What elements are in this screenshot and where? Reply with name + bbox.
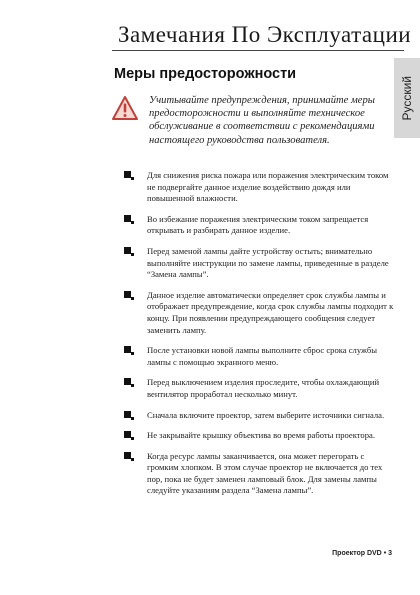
list-item-text: Для снижения риска пожара или поражения электрическим током не подвергайте данное изделие воздействию дождя или повышенной влажности. [147,170,389,204]
page-number: 3 [388,550,392,557]
warning-text: Учитывайте предупреждения, принимайте меры предосторожности и выполняйте техническое обслуживание в соответствии с рекомендациями настоящего руководства пользователя. [149,95,375,146]
bullet-square-icon [124,247,131,254]
bullet-square-icon [124,215,131,222]
footer-label: Проектор DVD [332,550,382,557]
list-item [124,410,394,422]
list-item [124,246,394,281]
bullet-square-icon [124,171,131,178]
page-header-title: Замечания По Эксплуатации [118,22,412,47]
language-tab-label: Русский [400,75,414,121]
header-divider [112,50,404,51]
section-title: Меры предосторожности [114,66,297,82]
list-item [124,170,394,205]
list-item-text: Сначала включите проектор, затем выберите источники сигнала. [147,409,385,420]
bullet-square-icon [124,291,131,298]
list-item [124,290,394,336]
precautions-list [124,170,394,497]
bullet-square-icon [124,411,131,418]
list-item-text: Данное изделие автоматически определяет срок службы лампы и отображает предупреждение, когда срок службы лампы подходит к концу. При появлении предупреждающего сообщения следует заменить лампу. [147,289,394,335]
list-item [124,451,394,497]
list-item-text: Перед выключением изделия проследите, чтобы охлаждающий вентилятор проработал несколько минут. [147,377,380,399]
list-item-text: Перед заменой лампы дайте устройству остыть; внимательно выполняйте инструкции по замене лампы, приведенные в разделе “Замена лампы”. [147,245,389,280]
list-item [124,377,394,400]
warning-triangle-icon [112,96,138,120]
list-item [124,345,394,368]
bullet-square-icon [124,346,131,353]
footer-separator: • [383,550,387,557]
bullet-square-icon [124,452,131,459]
list-item [124,214,394,237]
list-item-text: Во избежание поражения электрическим током запрещается открывать и разбирать данное изделие. [147,213,369,236]
page-footer [332,550,392,557]
list-item-text: Не закрывайте крышку объектива во время работы проектора. [147,430,375,441]
bullet-square-icon [124,378,131,385]
bullet-square-icon [124,431,131,438]
list-item-text: После установки новой лампы выполните сброс срока службы лампы с помощью экранного меню. [147,345,378,367]
language-tab [394,58,420,138]
list-item [124,430,394,442]
list-item-text: Когда ресурс лампы заканчивается, она может перегорать с громким хлопком. В этом случае проектор не включается до тех пор, пока не будет заменен ламповый блок. Для замены лампы следуйте указаниям раздела “Замена лампы”. [147,450,383,496]
